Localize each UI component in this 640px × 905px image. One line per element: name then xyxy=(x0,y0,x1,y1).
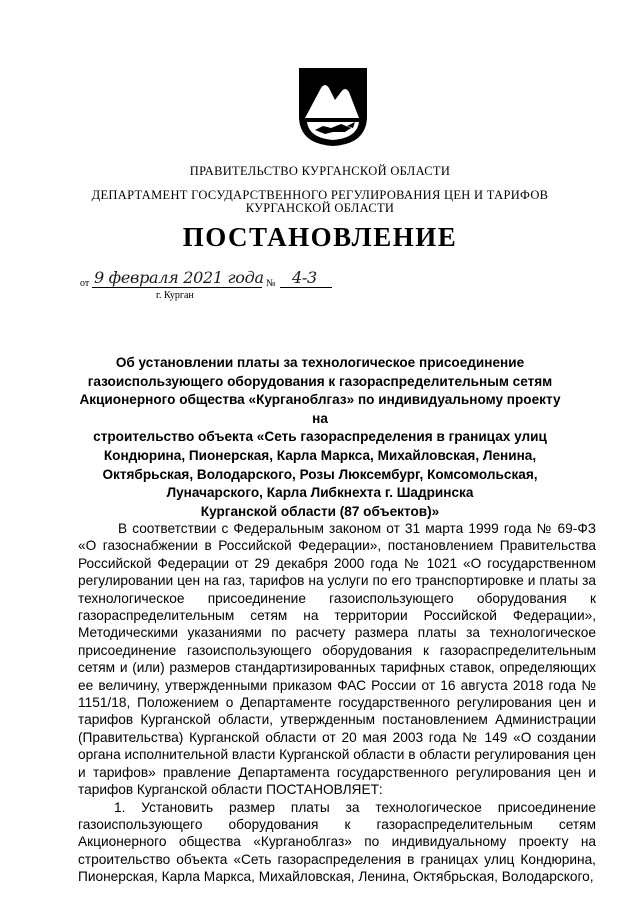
title-line: газоиспользующего оборудования к газораспределительным сетям xyxy=(87,373,553,389)
title-line: строительство объекта «Сеть газораспределения в границах улиц xyxy=(93,429,547,445)
handwritten-date: 9 февраля 2021 года xyxy=(94,268,264,287)
decision-item-1: 1. Установить размер платы за технологическое присоединение газоиспользующего оборудования к газораспределительным сетям Акционерного общества «Курганоблгаз» по индивидуальному проекту на строительство объекта «Сеть газораспределения в границах улиц Кондюрина, Пионерская, Карла Маркса, Михайловская, Ленина, Октябрьская, Володарского, xyxy=(78,799,596,885)
date-number-line xyxy=(80,268,380,298)
department-name-line2: КУРГАНСКОЙ ОБЛАСТИ xyxy=(245,201,395,215)
title-line: Об установлении платы за технологическое присоединение xyxy=(115,355,525,370)
title-line: Луначарского, Карла Либкнехта г. Шадринска xyxy=(166,485,474,501)
number-underline xyxy=(280,287,332,288)
title-line: Акционерного общества «Курганоблгаз» по индивидуальному проекту на xyxy=(79,392,561,426)
title-line: Кондюрина, Пионерская, Карла Маркса, Михайловская, Ленина, xyxy=(103,447,537,463)
document-body xyxy=(78,520,596,886)
title-line: Курганской области (87 объектов)» xyxy=(200,503,440,519)
coat-of-arms-emblem xyxy=(297,66,369,148)
preamble-paragraph: В соответствии с Федеральным законом от 31 марта 1999 года № 69-ФЗ «О газоснабжении в Российской Федерации», постановлением Правительства Российской Федерации от 29 декабря 2000 года № 1021 «О государственном регулировании цен на газ, тарифов на услуги по его транспортировке и платы за технологическое присоединение газоиспользующего оборудования к газораспределительным сетям на территории Российской Федерации», Методическими указаниями по расчету размера платы за технологическое присоединение газоиспользующего оборудования к газораспределительным сетям и (или) размеров стандартизированных тарифных ставок, определяющих ее величину, утвержденными приказом ФАС России от 16 августа 2018 года № 1151/18, Положением о Департаменте государственного регулирования цен и тарифов Курганской области, утвержденным постановлением Администрации (Правительства) Курганской области от 20 мая 2003 года № 149 «О создании органа исполнительной власти Курганской области в области регулирования цен и тарифов» правление Департамента государственного регулирования цен и тарифов Курганской области ПОСТАНОВЛЯЕТ: xyxy=(78,521,596,798)
title-line: Октябрьская, Володарского, Розы Люксембург, Комсомольская, xyxy=(102,466,538,482)
number-label: № xyxy=(266,278,276,289)
document-type-heading: ПОСТАНОВЛЕНИЕ xyxy=(182,222,458,252)
date-underline xyxy=(92,287,262,288)
city-label: г. Курган xyxy=(156,290,194,301)
document-title xyxy=(70,354,570,521)
department-name-line1: ДЕПАРТАМЕНТ ГОСУДАРСТВЕННОГО РЕГУЛИРОВАНИЯ ЦЕН И ТАРИФОВ xyxy=(91,188,549,202)
handwritten-number: 4-3 xyxy=(292,268,317,287)
government-name: ПРАВИТЕЛЬСТВО КУРГАНСКОЙ ОБЛАСТИ xyxy=(189,164,451,178)
from-label: от xyxy=(80,278,90,289)
